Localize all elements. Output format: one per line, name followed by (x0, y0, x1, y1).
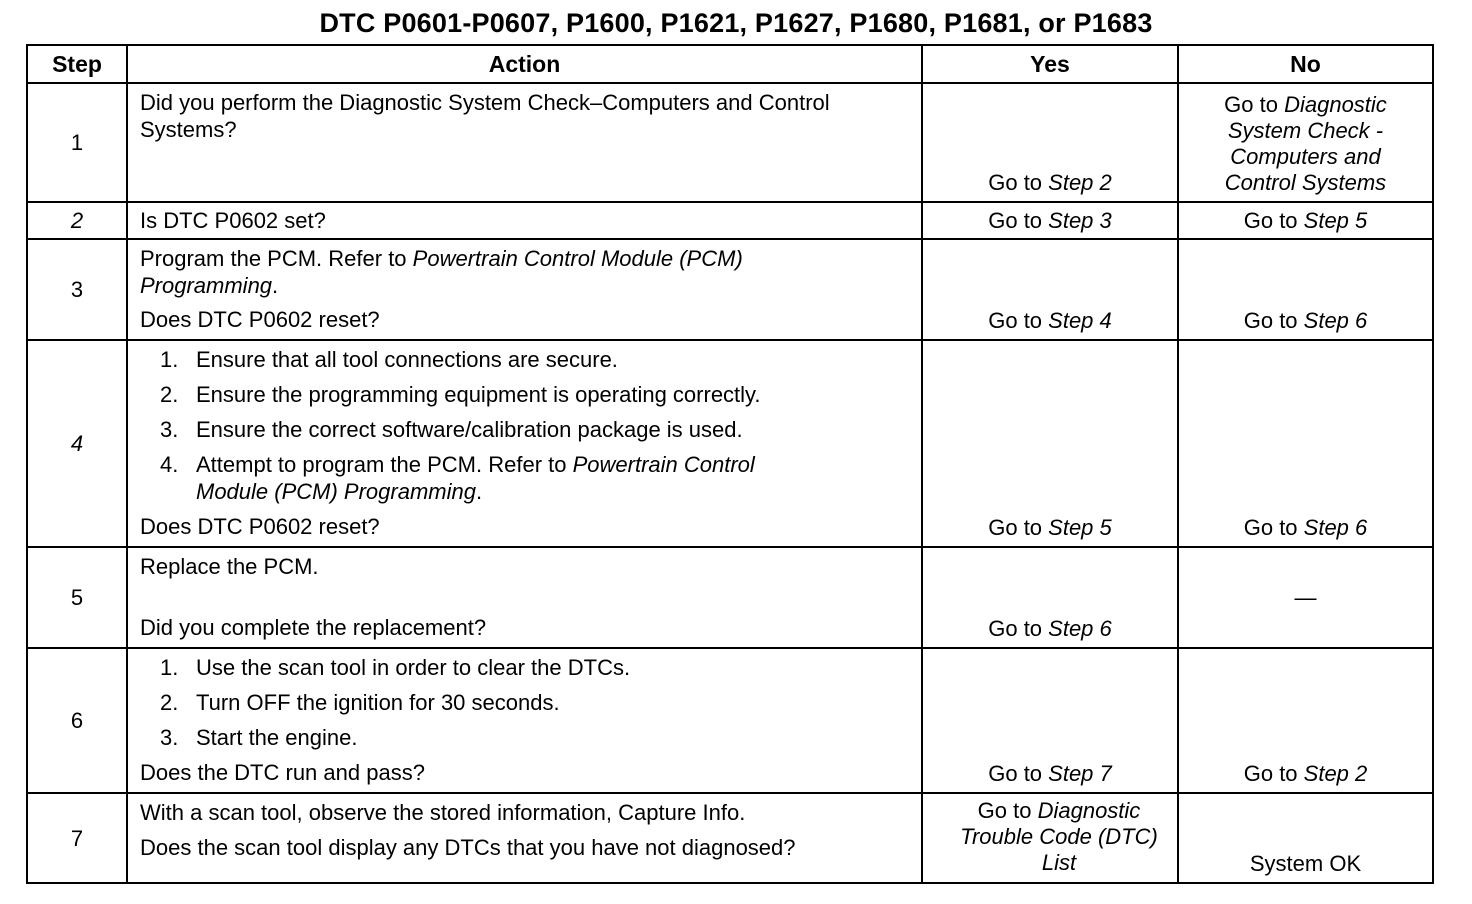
list-item: 4. Attempt to program the PCM. Refer to Powertrain Control Module (PCM) Programming. (160, 452, 755, 504)
yes-step-link[interactable]: Step 2 (1048, 170, 1112, 195)
action-steps-list (140, 654, 913, 751)
no-prefix: Go to (1224, 92, 1285, 117)
action-question: Does the DTC run and pass? (140, 760, 425, 785)
yes-cell (922, 83, 1178, 202)
yes-prefix: Go to (988, 515, 1049, 540)
table-row (27, 239, 1433, 340)
no-step-link[interactable]: Step 5 (1303, 208, 1368, 233)
action-cell (127, 340, 922, 547)
header-action: Action (127, 45, 922, 83)
yes-cell (922, 239, 1178, 340)
yes-cell (922, 793, 1178, 883)
action-instruction (140, 245, 913, 299)
yes-cell (922, 648, 1178, 793)
step-number: 2 (27, 202, 127, 239)
no-prefix: Go to (1243, 308, 1304, 333)
yes-cell (922, 202, 1178, 239)
yes-cell (922, 340, 1178, 547)
step-number: 3 (27, 239, 127, 340)
list-item: 3. Ensure the correct software/calibration package is used. (160, 417, 743, 442)
header-row (27, 45, 1433, 83)
yes-step-link[interactable]: Step 7 (1048, 761, 1112, 786)
table-row (27, 202, 1433, 239)
table-row (27, 340, 1433, 547)
no-prefix: Go to (1243, 208, 1304, 233)
procedure-link[interactable]: Powertrain Control Module (PCM) Programming (140, 246, 743, 298)
list-item: 1. Ensure that all tool connections are secure. (160, 347, 618, 372)
yes-dtc-list-link[interactable]: Diagnostic Trouble Code (DTC) List (960, 798, 1158, 875)
header-step: Step (27, 45, 127, 83)
yes-step-link[interactable]: Step 3 (1048, 208, 1112, 233)
no-cell (1178, 547, 1433, 648)
action-cell (127, 793, 922, 883)
yes-prefix: Go to (988, 208, 1049, 233)
action-text: Program the PCM. Refer to (140, 246, 413, 271)
action-text: Did you perform the Diagnostic System Check–Computers and Control Systems? (140, 90, 830, 142)
action-question: Does DTC P0602 reset? (140, 307, 380, 332)
yes-prefix: Go to (988, 761, 1049, 786)
diagnostic-table (26, 44, 1434, 884)
action-question: Does DTC P0602 reset? (140, 514, 380, 539)
yes-prefix: Go to (988, 616, 1049, 641)
table-row (27, 547, 1433, 648)
action-text: With a scan tool, observe the stored information, Capture Info. (140, 800, 746, 825)
action-cell (127, 202, 922, 239)
action-steps-list (140, 346, 913, 505)
no-step-link[interactable]: Step 6 (1303, 515, 1368, 540)
procedure-link[interactable]: Powertrain Control Module (PCM) Programming (196, 452, 755, 504)
no-cell (1178, 340, 1433, 547)
action-cell (127, 83, 922, 202)
list-item: 2. Ensure the programming equipment is operating correctly. (160, 382, 761, 407)
no-cell (1178, 83, 1433, 202)
action-text: Replace the PCM. (140, 554, 319, 579)
table-row (27, 83, 1433, 202)
no-prefix: Go to (1243, 761, 1304, 786)
action-question: Did you complete the replacement? (140, 615, 487, 640)
step-number: 7 (27, 793, 127, 883)
no-prefix: Go to (1243, 515, 1304, 540)
action-cell (127, 239, 922, 340)
step-number: 1 (27, 83, 127, 202)
table-row (27, 648, 1433, 793)
no-cell (1178, 648, 1433, 793)
action-question: Does the scan tool display any DTCs that you have not diagnosed? (140, 835, 796, 860)
page-title: DTC P0601-P0607, P1600, P1621, P1627, P1680, P1681, or P1683 (319, 8, 1153, 38)
step-number: 4 (27, 340, 127, 547)
action-punct: . (272, 273, 279, 298)
yes-prefix: Go to (988, 308, 1049, 333)
no-step-link[interactable]: Step 2 (1303, 761, 1368, 786)
step-number: 5 (27, 547, 127, 648)
no-step-link[interactable]: Diagnostic System Check - Computers and Control Systems (1224, 92, 1387, 195)
table-row (27, 793, 1433, 883)
list-item: 1. Use the scan tool in order to clear the DTCs. (160, 655, 631, 680)
yes-prefix: Go to (988, 170, 1049, 195)
action-cell (127, 648, 922, 793)
action-text: Is DTC P0602 set? (140, 208, 326, 233)
no-cell (1178, 202, 1433, 239)
no-dash: — (1294, 585, 1317, 610)
list-item: 2. Turn OFF the ignition for 30 seconds. (160, 690, 560, 715)
yes-step-link[interactable]: Step 6 (1048, 616, 1112, 641)
header-no: No (1178, 45, 1433, 83)
list-item: 3. Start the engine. (160, 725, 358, 750)
no-cell (1178, 239, 1433, 340)
step-number: 6 (27, 648, 127, 793)
no-cell (1178, 793, 1433, 883)
yes-prefix: Go to (977, 798, 1038, 823)
yes-step-link[interactable]: Step 5 (1048, 515, 1112, 540)
yes-step-link[interactable]: Step 4 (1048, 308, 1112, 333)
no-step-link[interactable]: Step 6 (1303, 308, 1368, 333)
action-cell (127, 547, 922, 648)
header-yes: Yes (922, 45, 1178, 83)
no-result: System OK (1249, 851, 1362, 876)
yes-cell (922, 547, 1178, 648)
